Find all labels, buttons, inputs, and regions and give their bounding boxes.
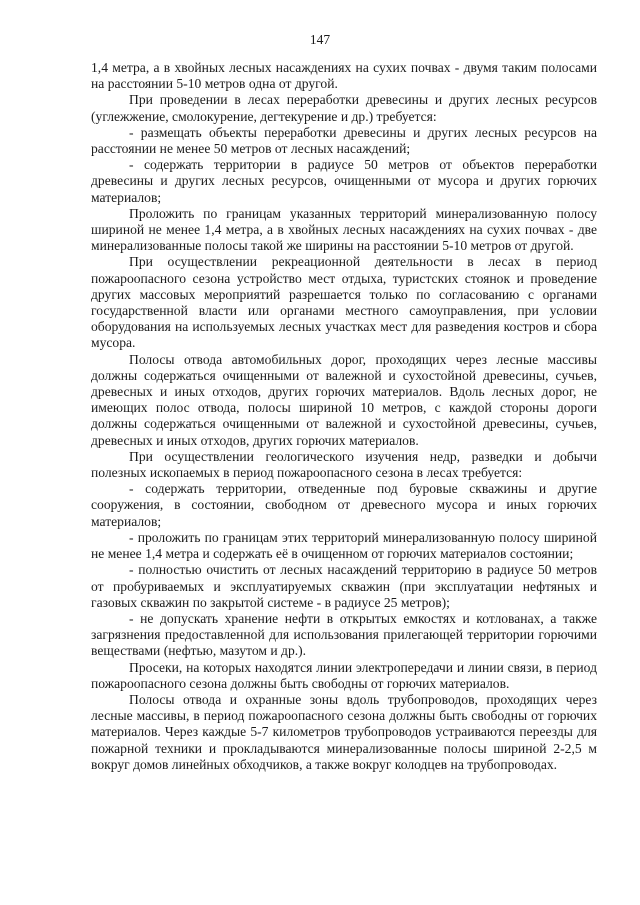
paragraph-geology-intro: При осуществлении геологического изучения недр, разведки и добычи полезных ископаемых в период пожароопасного сезона в лесах требуется:: [91, 448, 597, 481]
list-item-processing-cleanup: - содержать территории в радиусе 50 метров от объектов переработки древесины и других лесных ресурсов, очищенными от мусора и других горючих материалов;: [91, 157, 597, 205]
paragraph-power-lines: Просеки, на которых находятся линии электропередачи и линии связи, в период пожароопасного сезона должны быть свободны от горючих материалов.: [91, 659, 597, 691]
paragraph-pipelines: Полосы отвода и охранные зоны вдоль трубопроводов, проходящих через лесные массивы, в период пожароопасного сезона должны быть свободны от горючих материалов. Через каждые 5-7 километров трубопроводов устраиваются переезды для пожарной техники и прокладываются минерализованные полосы шириной 2-2,5 м вокруг домов линейных обходчиков, а также вокруг колодцев на трубопроводах.: [91, 691, 597, 772]
document-body: [91, 60, 597, 773]
paragraph-continuation: 1,4 метра, а в хвойных лесных насаждениях на сухих почвах - двумя таким полосами на расстоянии 5-10 метров одна от другой.: [91, 60, 597, 92]
list-item-geology-strip: - проложить по границам этих территорий минерализованную полосу шириной не менее 1,4 метра и содержать её в очищенном от горючих материалов состоянии;: [91, 529, 597, 562]
paragraph-processing-intro: При проведении в лесах переработки древесины и других лесных ресурсов (углежжение, смолокурение, дегтекурение и др.) требуется:: [91, 92, 597, 124]
page-number: 147: [309, 32, 331, 47]
list-item-geology-clearing: - полностью очистить от лесных насаждений территорию в радиусе 50 метров от пробуриваемых и эксплуатируемых скважин (при эксплуатации нефтяных и газовых скважин по закрытой системе - в радиусе 25 метров);: [91, 562, 597, 610]
list-item-processing-placement: - размещать объекты переработки древесины и других лесных ресурсов на расстоянии не менее 50 метров от лесных насаждений;: [91, 124, 597, 157]
paragraph-road-strips: Полосы отвода автомобильных дорог, проходящих через лесные массивы должны содержаться очищенными от валежной и сухостойной древесины, сучьев, древесных и иных отходов, других горючих материалов. Вдоль лесных дорог, не имеющих полос отвода, полосы шириной 10 метров, с каждой стороны дороги должны содержаться очищенными от валежной и сухостойной древесины, сучьев, древесных и иных отходов, других горючих материалов.: [91, 351, 597, 448]
list-item-geology-territory: - содержать территории, отведенные под буровые скважины и другие сооружения, в состоянии, свободном от древесного мусора и иных горючих материалов;: [91, 481, 597, 529]
paragraph-mineralized-strip: Проложить по границам указанных территорий минерализованную полосу шириной не менее 1,4 метра, а в хвойных лесных насаждениях на сухих почвах - две минерализованные полосы такой же ширины на расстоянии 5-10 метров от другой.: [91, 205, 597, 254]
list-item-geology-oil-storage: - не допускать хранение нефти в открытых емкостях и котлованах, а также загрязнения предоставленной для использования прилегающей территории горючими веществами (нефтью, мазутом и др.).: [91, 610, 597, 659]
paragraph-recreation: При осуществлении рекреационной деятельности в лесах в период пожароопасного сезона устройство мест отдыха, туристских стоянок и проведение других массовых мероприятий разрешается только по согласованию с органами государственной власти или органами местного самоуправления, при условии оборудования на используемых лесных участках мест для разведения костров и сбора мусора.: [91, 254, 597, 351]
